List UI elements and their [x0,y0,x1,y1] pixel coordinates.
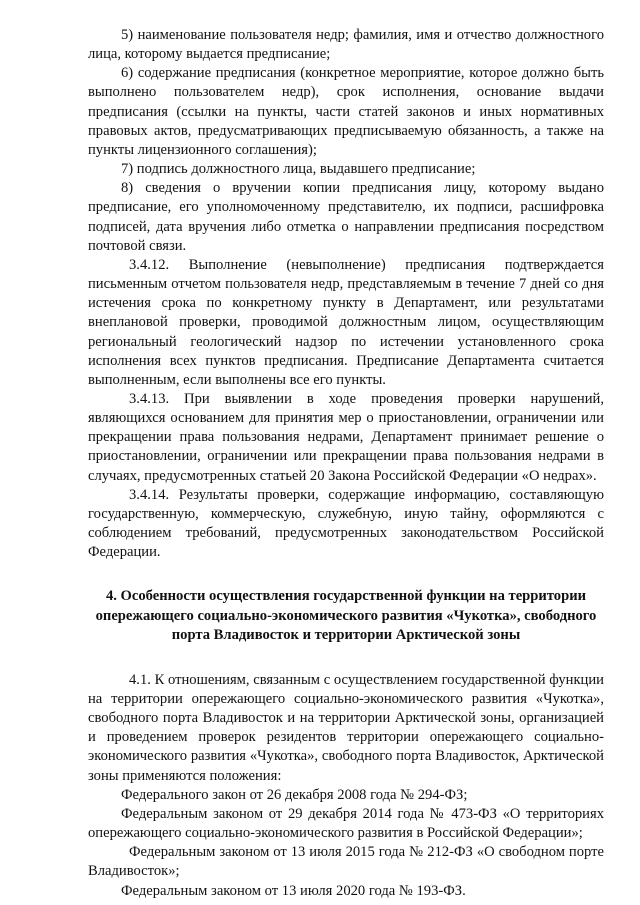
document-page [88,26,604,901]
paragraph-item-5: 5) наименование пользователя недр; фамилия, имя и отчество должностного лица, которому выдается предписание; [88,27,604,63]
law-item-193: Федеральным законом от 13 июля 2020 года № 193-ФЗ. [121,882,466,899]
paragraph-3-4-12: 3.4.12. Выполнение (невыполнение) предписания подтверждается письменным отчетом пользователя недр, представляемым в течение 7 дней со дня истечения срока по конкретному пункту в Департамент, или результатами внеплановой проверки, проводимой должностным лицом, осуществляющим региональный геологический надзор по истечении установленного срока исполнения всех пунктов предписания. Предписание Департамента считается выполненным, если выполнены все его пункты. [88,256,604,388]
paragraph-3-4-13: 3.4.13. При выявлении в ходе проведения проверки нарушений, являющихся основанием для принятия мер о приостановлении, ограничении или прекращении права пользования недрами, Департамент принимает решение о приостановлении, ограничении или прекращении права пользования недрами в случаях, предусмотренных статьей 20 Закона Российской Федерации «О недрах». [88,390,604,484]
paragraph-4-1: 4.1. К отношениям, связанным с осуществлением государственной функции на территории опережающего социально-экономического развития «Чукотка», свободного порта Владивосток и на территории Арктической зоны, организацией и проведением проверок резидентов территории опережающего социально-экономического развития «Чукотка», свободного порта Владивосток, Арктической зоны применяются положения: [88,671,604,784]
paragraph-item-6: 6) содержание предписания (конкретное мероприятие, которое должно быть выполнено пользователем недр), срок исполнения, основание выдачи предписания (ссылки на пункты, части статей законов и иных нормативных правовых актов, предусматривающих предписываемую обязанность, а также на пункты лицензионного соглашения); [88,65,604,158]
paragraph-3-4-14: 3.4.14. Результаты проверки, содержащие информацию, составляющую государственную, коммерческую, служебную, иную тайну, оформляются с соблюдением требований, предусмотренных законодательством Российской Федерации. [88,486,604,561]
paragraph-item-8: 8) сведения о вручении копии предписания лицу, которому выдано предписание, его уполномоченному представителю, их подписи, расшифровка подписей, дата вручения либо отметка о направлении предписания посредством почтовой связи. [88,180,604,254]
law-item-212: Федеральным законом от 13 июля 2015 года № 212-ФЗ «О свободном порте Владивосток»; [88,844,604,880]
section-heading: 4. Особенности осуществления государственной функции на территории опережающего социально-экономического развития «Чукотка», свободного порта Владивосток и территории Арктической зоны [95,588,597,643]
paragraph-item-7: 7) подпись должностного лица, выдавшего предписание; [121,161,476,178]
law-item-473: Федеральным законом от 29 декабря 2014 года № 473-ФЗ «О территориях опережающего социально-экономического развития в Российской Федерации»; [88,805,604,842]
law-item-294: Федерального закон от 26 декабря 2008 года № 294-ФЗ; [121,786,468,803]
